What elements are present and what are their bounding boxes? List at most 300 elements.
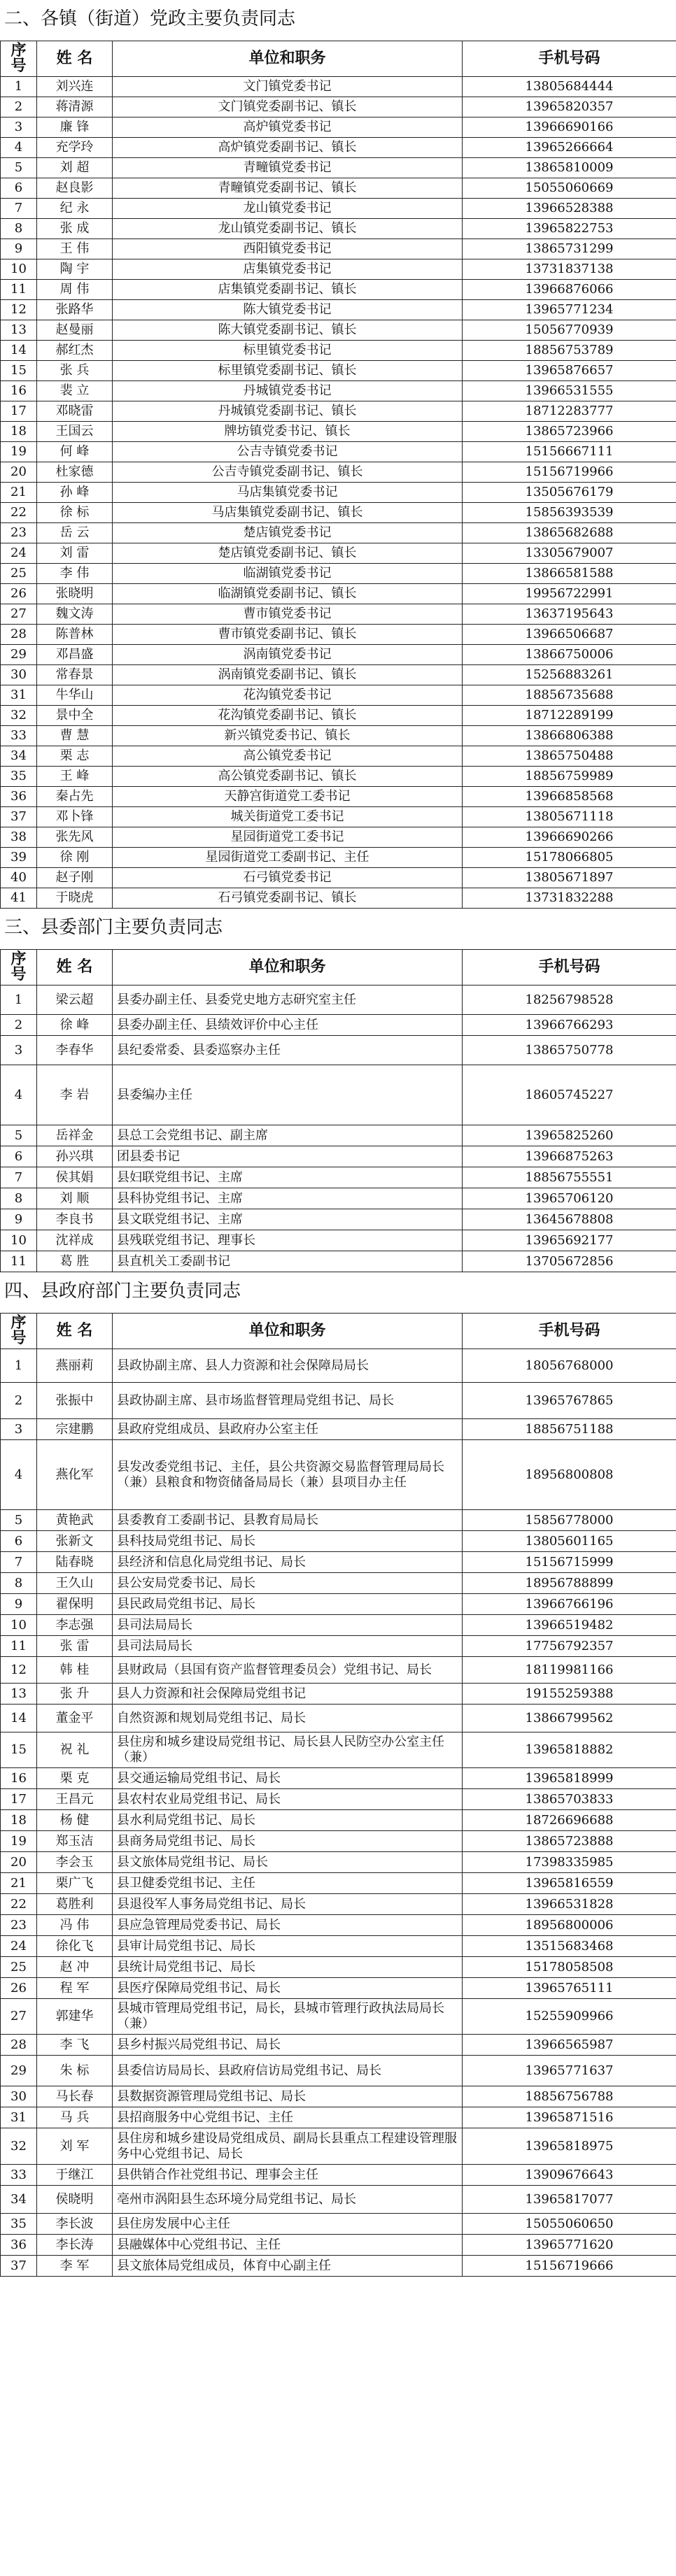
mobile-number: 13731832288 — [463, 888, 676, 909]
person-name: 翟保明 — [37, 1594, 113, 1615]
person-name: 朱 标 — [37, 2056, 113, 2086]
table-row — [1, 1594, 676, 1615]
mobile-number: 13865810009 — [463, 158, 676, 178]
row-number: 31 — [1, 685, 37, 706]
row-number: 34 — [1, 2186, 37, 2214]
unit-and-position: 文门镇党委副书记、镇长 — [113, 97, 463, 118]
table-row — [1, 2107, 676, 2128]
table-row — [1, 787, 676, 807]
table-row — [1, 1146, 676, 1167]
row-number: 28 — [1, 2035, 37, 2056]
person-name: 王 峰 — [37, 767, 113, 787]
row-number: 15 — [1, 361, 37, 381]
unit-and-position: 县乡村振兴局党组书记、局长 — [113, 2035, 463, 2056]
row-number: 11 — [1, 1636, 37, 1657]
table-row — [1, 1531, 676, 1552]
unit-and-position: 临湖镇党委书记 — [113, 564, 463, 584]
person-name: 张新文 — [37, 1531, 113, 1552]
mobile-number: 15156719966 — [463, 462, 676, 483]
column-header: 序 号 — [1, 1314, 37, 1349]
table-row — [1, 2035, 676, 2056]
mobile-number: 13515683468 — [463, 1936, 676, 1957]
person-name: 张 雷 — [37, 1636, 113, 1657]
mobile-number: 18856753789 — [463, 341, 676, 361]
table-row — [1, 1894, 676, 1915]
row-number: 9 — [1, 1594, 37, 1615]
unit-and-position: 县科协党组书记、主席 — [113, 1188, 463, 1209]
person-name: 刘 顺 — [37, 1188, 113, 1209]
person-name: 廉 锋 — [37, 118, 113, 138]
contact-table — [0, 41, 676, 909]
unit-and-position: 自然资源和规划局党组书记、局长 — [113, 1705, 463, 1732]
person-name: 邓卜锋 — [37, 807, 113, 827]
row-number: 26 — [1, 1978, 37, 1999]
table-row — [1, 1636, 676, 1657]
unit-and-position: 县审计局党组书记、局长 — [113, 1936, 463, 1957]
table-row — [1, 320, 676, 341]
unit-and-position: 高公镇党委副书记、镇长 — [113, 767, 463, 787]
unit-and-position: 石弓镇党委副书记、镇长 — [113, 888, 463, 909]
mobile-number: 13965871516 — [463, 2107, 676, 2128]
unit-and-position: 县公安局党委书记、局长 — [113, 1573, 463, 1594]
person-name: 徐化飞 — [37, 1936, 113, 1957]
person-name: 杨 健 — [37, 1810, 113, 1831]
row-number: 1 — [1, 77, 37, 97]
person-name: 赵曼丽 — [37, 320, 113, 341]
unit-and-position: 县委信访局局长、县政府信访局党组书记、局长 — [113, 2056, 463, 2086]
mobile-number: 13965771620 — [463, 2235, 676, 2256]
contact-table — [0, 949, 676, 1272]
table-row — [1, 1978, 676, 1999]
table-row — [1, 985, 676, 1015]
row-number: 5 — [1, 1510, 37, 1531]
row-number: 16 — [1, 1768, 37, 1789]
section-title: 四、县政府部门主要负责同志 — [4, 1281, 241, 1302]
mobile-number: 13965820357 — [463, 97, 676, 118]
mobile-number: 13965818882 — [463, 1732, 676, 1768]
table-row — [1, 848, 676, 868]
column-header: 姓 名 — [37, 950, 113, 985]
person-name: 栗 志 — [37, 746, 113, 767]
mobile-number: 18712289199 — [463, 706, 676, 726]
unit-and-position: 店集镇党委书记 — [113, 259, 463, 280]
mobile-number: 15256883261 — [463, 665, 676, 685]
person-name: 陶 宇 — [37, 259, 113, 280]
row-number: 11 — [1, 280, 37, 300]
table-row — [1, 1768, 676, 1789]
row-number: 22 — [1, 1894, 37, 1915]
row-number: 32 — [1, 706, 37, 726]
unit-and-position: 县应急管理局党委书记、局长 — [113, 1915, 463, 1936]
row-number: 36 — [1, 787, 37, 807]
mobile-number: 13966531828 — [463, 1894, 676, 1915]
row-number: 1 — [1, 985, 37, 1015]
table-row — [1, 178, 676, 199]
unit-and-position: 曹市镇党委副书记、镇长 — [113, 625, 463, 645]
row-number: 23 — [1, 523, 37, 543]
table-row — [1, 2186, 676, 2214]
row-number: 22 — [1, 503, 37, 523]
mobile-number: 19956722991 — [463, 584, 676, 604]
mobile-number: 18856751188 — [463, 1419, 676, 1440]
person-name: 张晓明 — [37, 584, 113, 604]
row-number: 3 — [1, 1419, 37, 1440]
table-row — [1, 1615, 676, 1636]
table-row — [1, 1936, 676, 1957]
table-row — [1, 462, 676, 483]
table-row — [1, 341, 676, 361]
person-name: 岳 云 — [37, 523, 113, 543]
mobile-number: 13805671118 — [463, 807, 676, 827]
unit-and-position: 县委编办主任 — [113, 1065, 463, 1125]
unit-and-position: 龙山镇党委书记 — [113, 199, 463, 219]
row-number: 9 — [1, 239, 37, 259]
mobile-number: 13865750778 — [463, 1036, 676, 1065]
mobile-number: 13965771637 — [463, 2056, 676, 2086]
table-row — [1, 199, 676, 219]
row-number: 8 — [1, 219, 37, 239]
row-number: 21 — [1, 483, 37, 503]
column-header: 姓 名 — [37, 41, 113, 77]
row-number: 35 — [1, 2214, 37, 2235]
mobile-number: 18119981166 — [463, 1657, 676, 1684]
person-name: 燕丽莉 — [37, 1349, 113, 1383]
row-number: 14 — [1, 341, 37, 361]
mobile-number: 19155259388 — [463, 1684, 676, 1705]
person-name: 陈普林 — [37, 625, 113, 645]
row-number: 8 — [1, 1573, 37, 1594]
unit-and-position: 星园街道党工委副书记、主任 — [113, 848, 463, 868]
mobile-number: 13966690266 — [463, 827, 676, 848]
row-number: 1 — [1, 1349, 37, 1383]
unit-and-position: 县住房和城乡建设局党组成员、副局长县重点工程建设管理服务中心党组书记、局长 — [113, 2128, 463, 2165]
unit-and-position: 涡南镇党委书记 — [113, 645, 463, 665]
unit-and-position: 花沟镇党委书记 — [113, 685, 463, 706]
person-name: 李 岩 — [37, 1065, 113, 1125]
row-number: 7 — [1, 1167, 37, 1188]
row-number: 2 — [1, 1383, 37, 1419]
person-name: 董金平 — [37, 1705, 113, 1732]
row-number: 39 — [1, 848, 37, 868]
mobile-number: 15178066805 — [463, 848, 676, 868]
column-header: 手机号码 — [463, 41, 676, 77]
unit-and-position: 马店集镇党委副书记、镇长 — [113, 503, 463, 523]
table-row — [1, 2056, 676, 2086]
table-row — [1, 523, 676, 543]
mobile-number: 13966528388 — [463, 199, 676, 219]
person-name: 充学玲 — [37, 138, 113, 158]
unit-and-position: 县委办副主任、县绩效评价中心主任 — [113, 1015, 463, 1036]
table-row — [1, 1036, 676, 1065]
mobile-number: 18956800808 — [463, 1440, 676, 1510]
mobile-number: 13645678808 — [463, 1209, 676, 1230]
mobile-number: 13966690166 — [463, 118, 676, 138]
table-row — [1, 868, 676, 888]
row-number: 3 — [1, 1036, 37, 1065]
row-number: 9 — [1, 1209, 37, 1230]
person-name: 刘兴连 — [37, 77, 113, 97]
mobile-number: 13865682688 — [463, 523, 676, 543]
mobile-number: 13966875263 — [463, 1146, 676, 1167]
mobile-number: 13805601165 — [463, 1531, 676, 1552]
table-row — [1, 2235, 676, 2256]
person-name: 张 升 — [37, 1684, 113, 1705]
mobile-number: 17398335985 — [463, 1852, 676, 1873]
table-row — [1, 1573, 676, 1594]
table-row — [1, 1125, 676, 1146]
row-number: 21 — [1, 1873, 37, 1894]
person-name: 王久山 — [37, 1573, 113, 1594]
person-name: 杜家德 — [37, 462, 113, 483]
unit-and-position: 涡南镇党委副书记、镇长 — [113, 665, 463, 685]
table-row — [1, 1188, 676, 1209]
table-row — [1, 239, 676, 259]
unit-and-position: 县水利局党组书记、局长 — [113, 1810, 463, 1831]
table-row — [1, 442, 676, 462]
row-number: 18 — [1, 422, 37, 442]
unit-and-position: 县商务局党组书记、局长 — [113, 1831, 463, 1852]
unit-and-position: 县统计局党组书记、局长 — [113, 1957, 463, 1978]
table-row — [1, 1705, 676, 1732]
person-name: 李春华 — [37, 1036, 113, 1065]
person-name: 李 伟 — [37, 564, 113, 584]
row-number: 4 — [1, 1440, 37, 1510]
person-name: 王国云 — [37, 422, 113, 442]
unit-and-position: 县医疗保障局党组书记、局长 — [113, 1978, 463, 1999]
person-name: 梁云超 — [37, 985, 113, 1015]
mobile-number: 18856735688 — [463, 685, 676, 706]
mobile-number: 13966519482 — [463, 1615, 676, 1636]
unit-and-position: 县退役军人事务局党组书记、局长 — [113, 1894, 463, 1915]
mobile-number: 15056770939 — [463, 320, 676, 341]
column-header: 单位和职务 — [113, 41, 463, 77]
person-name: 刘 军 — [37, 2128, 113, 2165]
person-name: 蒋清源 — [37, 97, 113, 118]
person-name: 张 成 — [37, 219, 113, 239]
person-name: 周 伟 — [37, 280, 113, 300]
table-row — [1, 361, 676, 381]
table-row — [1, 97, 676, 118]
row-number: 15 — [1, 1732, 37, 1768]
column-header: 单位和职务 — [113, 1314, 463, 1349]
mobile-number: 13966766293 — [463, 1015, 676, 1036]
person-name: 赵子刚 — [37, 868, 113, 888]
table-row — [1, 584, 676, 604]
row-number: 30 — [1, 665, 37, 685]
row-number: 10 — [1, 1615, 37, 1636]
table-row — [1, 1657, 676, 1684]
unit-and-position: 丹城镇党委书记 — [113, 381, 463, 401]
mobile-number: 13965765111 — [463, 1978, 676, 1999]
row-number: 25 — [1, 1957, 37, 1978]
mobile-number: 15856393539 — [463, 503, 676, 523]
row-number: 10 — [1, 259, 37, 280]
table-row — [1, 1915, 676, 1936]
mobile-number: 17756792357 — [463, 1636, 676, 1657]
row-number: 13 — [1, 320, 37, 341]
mobile-number: 13965817077 — [463, 2186, 676, 2214]
table-row — [1, 2214, 676, 2235]
row-number: 18 — [1, 1810, 37, 1831]
unit-and-position: 县委办副主任、县委党史地方志研究室主任 — [113, 985, 463, 1015]
person-name: 李 飞 — [37, 2035, 113, 2056]
table-row — [1, 422, 676, 442]
mobile-number: 13966506687 — [463, 625, 676, 645]
unit-and-position: 县文联党组书记、主席 — [113, 1209, 463, 1230]
row-number: 29 — [1, 2056, 37, 2086]
row-number: 40 — [1, 868, 37, 888]
unit-and-position: 县政协副主席、县市场监督管理局党组书记、局长 — [113, 1383, 463, 1419]
table-row — [1, 219, 676, 239]
unit-and-position: 石弓镇党委书记 — [113, 868, 463, 888]
person-name: 侯其娟 — [37, 1167, 113, 1188]
row-number: 4 — [1, 1065, 37, 1125]
row-number: 37 — [1, 807, 37, 827]
mobile-number: 18056768000 — [463, 1349, 676, 1383]
unit-and-position: 西阳镇党委书记 — [113, 239, 463, 259]
table-row — [1, 2165, 676, 2186]
mobile-number: 13866799562 — [463, 1705, 676, 1732]
mobile-number: 15178058508 — [463, 1957, 676, 1978]
unit-and-position: 县经济和信息化局党组书记、局长 — [113, 1552, 463, 1573]
mobile-number: 13965706120 — [463, 1188, 676, 1209]
unit-and-position: 陈大镇党委副书记、镇长 — [113, 320, 463, 341]
person-name: 刘 雷 — [37, 543, 113, 564]
mobile-number: 13805671897 — [463, 868, 676, 888]
mobile-number: 13805684444 — [463, 77, 676, 97]
row-number: 19 — [1, 442, 37, 462]
row-number: 19 — [1, 1831, 37, 1852]
unit-and-position: 县纪委常委、县委巡察办主任 — [113, 1036, 463, 1065]
mobile-number: 13965818975 — [463, 2128, 676, 2165]
unit-and-position: 县文旅体局党组书记、局长 — [113, 1852, 463, 1873]
row-number: 23 — [1, 1915, 37, 1936]
person-name: 刘 超 — [37, 158, 113, 178]
table-row — [1, 483, 676, 503]
mobile-number: 13966531555 — [463, 381, 676, 401]
unit-and-position: 县供销合作社党组书记、理事会主任 — [113, 2165, 463, 2186]
row-number: 35 — [1, 767, 37, 787]
row-number: 6 — [1, 1531, 37, 1552]
row-number: 11 — [1, 1251, 37, 1272]
mobile-number: 13965822753 — [463, 219, 676, 239]
unit-and-position: 天静宫街道党工委书记 — [113, 787, 463, 807]
section-title: 二、各镇（街道）党政主要负责同志 — [4, 8, 296, 29]
unit-and-position: 牌坊镇党委书记、镇长 — [113, 422, 463, 442]
row-number: 16 — [1, 381, 37, 401]
person-name: 岳祥金 — [37, 1125, 113, 1146]
person-name: 张路华 — [37, 300, 113, 320]
row-number: 8 — [1, 1188, 37, 1209]
mobile-number: 13731837138 — [463, 259, 676, 280]
mobile-number: 15055060650 — [463, 2214, 676, 2235]
unit-and-position: 新兴镇党委书记、镇长 — [113, 726, 463, 746]
row-number: 3 — [1, 118, 37, 138]
row-number: 10 — [1, 1230, 37, 1251]
mobile-number: 13305679007 — [463, 543, 676, 564]
table-row — [1, 1209, 676, 1230]
person-name: 冯 伟 — [37, 1915, 113, 1936]
unit-and-position: 花沟镇党委副书记、镇长 — [113, 706, 463, 726]
table-row — [1, 158, 676, 178]
person-name: 赵良影 — [37, 178, 113, 199]
mobile-number: 13966565987 — [463, 2035, 676, 2056]
row-number: 17 — [1, 401, 37, 422]
person-name: 孙 峰 — [37, 483, 113, 503]
unit-and-position: 县民政局党组书记、局长 — [113, 1594, 463, 1615]
row-number: 2 — [1, 1015, 37, 1036]
unit-and-position: 县总工会党组书记、副主席 — [113, 1125, 463, 1146]
unit-and-position: 标里镇党委书记 — [113, 341, 463, 361]
table-row — [1, 706, 676, 726]
column-header: 手机号码 — [463, 1314, 676, 1349]
person-name: 于晓虎 — [37, 888, 113, 909]
row-number: 34 — [1, 746, 37, 767]
person-name: 曹 慧 — [37, 726, 113, 746]
person-name: 燕化军 — [37, 1440, 113, 1510]
unit-and-position: 县农村农业局党组书记、局长 — [113, 1789, 463, 1810]
unit-and-position: 县招商服务中心党组书记、主任 — [113, 2107, 463, 2128]
unit-and-position: 县司法局局长 — [113, 1636, 463, 1657]
table-row — [1, 726, 676, 746]
mobile-number: 18856755551 — [463, 1167, 676, 1188]
person-name: 纪 永 — [37, 199, 113, 219]
table-row — [1, 888, 676, 909]
person-name: 裴 立 — [37, 381, 113, 401]
person-name: 王昌元 — [37, 1789, 113, 1810]
unit-and-position: 县融媒体中心党组书记、主任 — [113, 2235, 463, 2256]
person-name: 张 兵 — [37, 361, 113, 381]
unit-and-position: 县人力资源和社会保障局党组书记 — [113, 1684, 463, 1705]
person-name: 郭建华 — [37, 1999, 113, 2035]
row-number: 25 — [1, 564, 37, 584]
mobile-number: 13865750488 — [463, 746, 676, 767]
row-number: 4 — [1, 138, 37, 158]
row-number: 14 — [1, 1705, 37, 1732]
row-number: 27 — [1, 1999, 37, 2035]
person-name: 徐 峰 — [37, 1015, 113, 1036]
table-row — [1, 1251, 676, 1272]
mobile-number: 18956800006 — [463, 1915, 676, 1936]
unit-and-position: 曹市镇党委书记 — [113, 604, 463, 625]
table-row — [1, 1552, 676, 1573]
unit-and-position: 县城市管理局党组书记，局长，县城市管理行政执法局局长（兼） — [113, 1999, 463, 2035]
unit-and-position: 县政府党组成员、县政府办公室主任 — [113, 1419, 463, 1440]
table-row — [1, 604, 676, 625]
unit-and-position: 标里镇党委副书记、镇长 — [113, 361, 463, 381]
person-name: 景中全 — [37, 706, 113, 726]
person-name: 魏文涛 — [37, 604, 113, 625]
mobile-number: 13965767865 — [463, 1383, 676, 1419]
mobile-number: 15156667111 — [463, 442, 676, 462]
person-name: 王 伟 — [37, 239, 113, 259]
unit-and-position: 县政协副主席、县人力资源和社会保障局局长 — [113, 1349, 463, 1383]
row-number: 33 — [1, 726, 37, 746]
table-row — [1, 767, 676, 787]
unit-and-position: 楚店镇党委副书记、镇长 — [113, 543, 463, 564]
mobile-number: 13505676179 — [463, 483, 676, 503]
unit-and-position: 县司法局局长 — [113, 1615, 463, 1636]
mobile-number: 13909676643 — [463, 2165, 676, 2186]
unit-and-position: 县住房发展中心主任 — [113, 2214, 463, 2235]
unit-and-position: 楚店镇党委书记 — [113, 523, 463, 543]
unit-and-position: 县残联党组书记、理事长 — [113, 1230, 463, 1251]
mobile-number: 13866581588 — [463, 564, 676, 584]
person-name: 何 峰 — [37, 442, 113, 462]
person-name: 栗 克 — [37, 1768, 113, 1789]
table-header-row — [1, 950, 676, 985]
person-name: 葛 胜 — [37, 1251, 113, 1272]
